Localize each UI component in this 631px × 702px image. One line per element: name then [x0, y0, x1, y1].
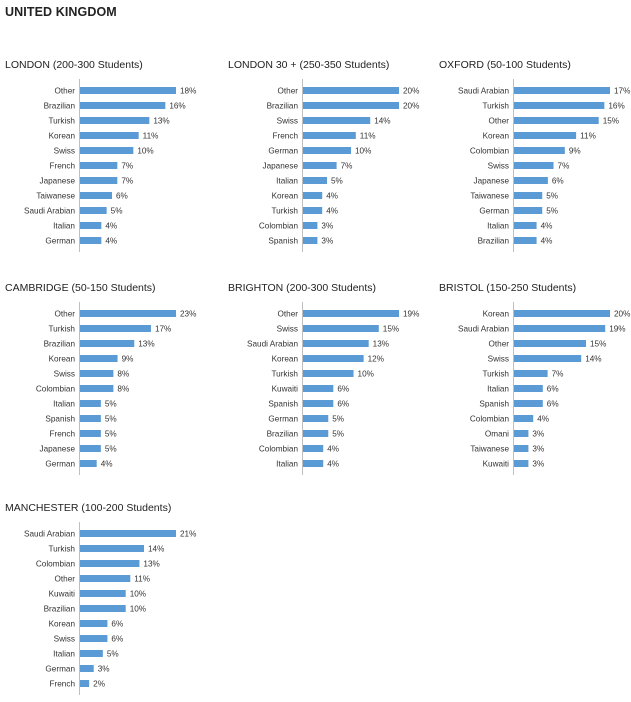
- data-label: 13%: [372, 339, 390, 349]
- bar: [303, 177, 327, 184]
- bar: [80, 590, 126, 597]
- bar: [514, 102, 604, 109]
- category-label: Swiss: [53, 369, 75, 379]
- bar: [514, 310, 610, 317]
- data-label: 9%: [121, 354, 134, 364]
- category-label: Swiss: [276, 116, 298, 126]
- chart-plot-brighton: [228, 302, 428, 475]
- category-label: Italian: [487, 384, 509, 394]
- data-label: 17%: [154, 324, 172, 334]
- bar: [80, 560, 139, 567]
- data-label: 5%: [104, 444, 117, 454]
- category-label: Spanish: [268, 236, 298, 246]
- category-label: Taiwanese: [36, 191, 75, 201]
- data-label: 8%: [117, 369, 130, 379]
- category-label: Kuwaiti: [271, 384, 298, 394]
- bar: [303, 340, 369, 347]
- category-label: French: [49, 429, 75, 439]
- category-label: Korean: [482, 131, 509, 141]
- bar: [514, 162, 554, 169]
- category-label: Italian: [276, 176, 298, 186]
- category-label: Turkish: [482, 101, 509, 111]
- bar: [514, 430, 528, 437]
- bar: [80, 355, 118, 362]
- bar: [80, 445, 101, 452]
- bar: [514, 460, 528, 467]
- category-label: Korean: [271, 354, 298, 364]
- data-label: 3%: [532, 429, 545, 439]
- bar: [303, 237, 317, 244]
- data-label: 14%: [374, 116, 391, 126]
- category-label: Turkish: [271, 206, 298, 216]
- data-label: 7%: [121, 176, 134, 186]
- category-label: Korean: [48, 619, 75, 629]
- data-label: 13%: [143, 559, 160, 569]
- data-label: 4%: [540, 236, 553, 246]
- bar: [80, 237, 101, 244]
- bar: [514, 325, 605, 332]
- data-label: 4%: [327, 444, 340, 454]
- data-label: 18%: [180, 86, 197, 96]
- category-label: German: [268, 146, 298, 156]
- data-label: 5%: [546, 191, 559, 201]
- chart-plot-cambridge: [5, 302, 205, 475]
- category-label: French: [49, 679, 75, 689]
- bar: [80, 310, 176, 317]
- bar: [303, 162, 337, 169]
- category-label: Brazilian: [266, 429, 298, 439]
- data-label: 4%: [105, 221, 118, 231]
- category-label: Italian: [276, 459, 298, 469]
- category-label: Colombian: [258, 221, 298, 231]
- data-label: 15%: [590, 339, 607, 349]
- bar: [514, 87, 610, 94]
- bar: [80, 575, 130, 582]
- bar: [303, 415, 328, 422]
- chart-plot-london-30-plus: [228, 79, 428, 252]
- chart-plot-london: [5, 79, 205, 252]
- bar: [514, 237, 537, 244]
- category-label: Brazilian: [266, 101, 298, 111]
- chart-title-manchester: MANCHESTER (100-200 Students): [5, 502, 172, 514]
- category-label: Other: [54, 86, 75, 96]
- category-label: Other: [54, 309, 75, 319]
- chart-title-brighton: BRIGHTON (200-300 Students): [228, 282, 377, 294]
- bar-chart-svg: [228, 302, 428, 475]
- data-label: 6%: [546, 399, 559, 409]
- category-label: Other: [277, 86, 298, 96]
- chart-title-london: LONDON (200-300 Students): [5, 59, 143, 71]
- bar: [514, 192, 542, 199]
- category-label: Japanese: [473, 176, 509, 186]
- category-label: Saudi Arabian: [458, 86, 509, 96]
- data-label: 14%: [585, 354, 602, 364]
- data-label: 3%: [532, 459, 545, 469]
- data-label: 6%: [337, 384, 350, 394]
- category-label: Italian: [53, 649, 75, 659]
- bar: [80, 325, 151, 332]
- chart-title-cambridge: CAMBRIDGE (50-150 Students): [5, 282, 156, 294]
- category-label: Turkish: [482, 369, 509, 379]
- data-label: 5%: [331, 176, 343, 186]
- data-label: 3%: [97, 664, 110, 674]
- chart-plot-manchester: [5, 522, 205, 695]
- bar: [80, 162, 117, 169]
- data-label: 6%: [111, 634, 124, 644]
- data-label: 3%: [321, 221, 334, 231]
- bar: [80, 147, 133, 154]
- bar: [80, 370, 113, 377]
- bar: [303, 385, 333, 392]
- category-label: Colombian: [469, 146, 509, 156]
- data-label: 4%: [326, 191, 339, 201]
- data-label: 5%: [104, 399, 117, 409]
- data-label: 4%: [537, 414, 550, 424]
- bar: [303, 132, 356, 139]
- data-label: 11%: [134, 574, 151, 584]
- category-label: Saudi Arabian: [24, 529, 75, 539]
- bar: [80, 530, 176, 537]
- data-label: 19%: [609, 324, 626, 334]
- category-label: Turkish: [48, 324, 75, 334]
- data-label: 7%: [340, 161, 353, 171]
- bar: [303, 430, 328, 437]
- data-label: 8%: [117, 384, 130, 394]
- data-label: 4%: [326, 206, 339, 216]
- bar: [80, 415, 101, 422]
- bar: [80, 207, 107, 214]
- bar-chart-svg: [439, 302, 631, 475]
- category-label: Brazilian: [43, 339, 75, 349]
- category-label: German: [479, 206, 509, 216]
- data-label: 6%: [551, 176, 564, 186]
- page-title: UNITED KINGDOM: [5, 5, 117, 19]
- category-label: Kuwaiti: [48, 589, 75, 599]
- category-label: German: [45, 664, 75, 674]
- bar: [80, 192, 112, 199]
- bar: [514, 355, 581, 362]
- bar: [303, 310, 399, 317]
- bar: [80, 680, 89, 687]
- data-label: 20%: [403, 101, 420, 111]
- category-label: German: [45, 236, 75, 246]
- data-label: 5%: [104, 429, 117, 439]
- bar: [80, 340, 134, 347]
- category-label: Italian: [487, 221, 509, 231]
- category-label: Turkish: [48, 116, 75, 126]
- category-label: Japanese: [39, 176, 75, 186]
- bar: [80, 87, 176, 94]
- bar: [303, 207, 322, 214]
- category-label: Italian: [53, 399, 75, 409]
- category-label: Brazilian: [43, 101, 75, 111]
- bar: [514, 340, 586, 347]
- bar: [303, 325, 379, 332]
- category-label: Swiss: [487, 354, 509, 364]
- data-label: 9%: [568, 146, 581, 156]
- data-label: 10%: [355, 146, 372, 156]
- bar: [80, 620, 107, 627]
- bar-chart-svg: [5, 522, 205, 695]
- category-label: Saudi Arabian: [458, 324, 509, 334]
- category-label: Korean: [482, 309, 509, 319]
- data-label: 3%: [532, 444, 545, 454]
- category-label: Omani: [484, 429, 509, 439]
- data-label: 3%: [321, 236, 334, 246]
- data-label: 4%: [540, 221, 553, 231]
- data-label: 20%: [614, 309, 631, 319]
- data-label: 13%: [153, 116, 170, 126]
- bar-chart-svg: [439, 79, 631, 252]
- chart-title-oxford: OXFORD (50-100 Students): [439, 59, 571, 71]
- chart-plot-bristol: [439, 302, 631, 475]
- bar-chart-svg: [5, 79, 205, 252]
- category-label: Kuwaiti: [482, 459, 509, 469]
- category-label: Spanish: [268, 399, 298, 409]
- bar: [303, 192, 322, 199]
- data-label: 4%: [100, 459, 113, 469]
- bar: [80, 605, 126, 612]
- data-label: 7%: [551, 369, 564, 379]
- category-label: Turkish: [48, 544, 75, 554]
- bar: [80, 177, 117, 184]
- data-label: 15%: [382, 324, 400, 334]
- data-label: 13%: [138, 339, 155, 349]
- category-label: Colombian: [35, 559, 75, 569]
- data-label: 11%: [580, 131, 596, 141]
- data-label: 5%: [332, 414, 345, 424]
- bar: [80, 650, 103, 657]
- bar: [514, 207, 542, 214]
- bar: [80, 222, 101, 229]
- data-label: 17%: [614, 86, 631, 96]
- bar: [514, 370, 548, 377]
- data-label: 10%: [129, 604, 147, 614]
- bar: [80, 665, 94, 672]
- category-label: Taiwanese: [470, 191, 509, 201]
- bar: [303, 147, 351, 154]
- data-label: 2%: [93, 679, 105, 689]
- data-label: 10%: [129, 589, 147, 599]
- category-label: French: [49, 161, 75, 171]
- bar: [303, 87, 399, 94]
- data-label: 5%: [546, 206, 559, 216]
- bar: [303, 222, 317, 229]
- bar: [303, 445, 323, 452]
- category-label: Swiss: [53, 146, 75, 156]
- bar: [80, 430, 101, 437]
- category-label: Saudi Arabian: [247, 339, 298, 349]
- category-label: German: [268, 414, 298, 424]
- category-label: Colombian: [258, 444, 298, 454]
- category-label: Swiss: [53, 634, 75, 644]
- bar: [514, 147, 565, 154]
- data-label: 5%: [106, 649, 119, 659]
- data-label: 4%: [327, 459, 340, 469]
- category-label: Taiwanese: [470, 444, 509, 454]
- category-label: Spanish: [479, 399, 509, 409]
- bar: [303, 355, 364, 362]
- bar: [80, 132, 139, 139]
- category-label: Other: [488, 339, 509, 349]
- data-label: 4%: [105, 236, 118, 246]
- bar: [514, 177, 548, 184]
- bar: [514, 385, 543, 392]
- data-label: 6%: [546, 384, 559, 394]
- data-label: 10%: [137, 146, 154, 156]
- data-label: 14%: [148, 544, 165, 554]
- data-label: 7%: [121, 161, 134, 171]
- bar: [514, 117, 599, 124]
- bar: [80, 400, 101, 407]
- category-label: Korean: [271, 191, 298, 201]
- category-label: Spanish: [45, 414, 75, 424]
- data-label: 5%: [110, 206, 123, 216]
- data-label: 6%: [337, 399, 350, 409]
- data-label: 21%: [180, 529, 197, 539]
- bar: [80, 460, 97, 467]
- data-label: 7%: [557, 161, 570, 171]
- data-label: 15%: [602, 116, 620, 126]
- data-label: 12%: [367, 354, 385, 364]
- category-label: Japanese: [39, 444, 75, 454]
- category-label: Korean: [48, 131, 75, 141]
- category-label: French: [272, 131, 298, 141]
- data-label: 11%: [359, 131, 376, 141]
- bar: [514, 400, 543, 407]
- bar: [303, 102, 399, 109]
- category-label: Korean: [48, 354, 75, 364]
- chart-title-london-30-plus: LONDON 30 + (250-350 Students): [228, 59, 390, 71]
- category-label: Colombian: [35, 384, 75, 394]
- category-label: Colombian: [469, 414, 509, 424]
- data-label: 20%: [403, 86, 420, 96]
- data-label: 10%: [357, 369, 374, 379]
- category-label: Swiss: [276, 324, 298, 334]
- data-label: 23%: [180, 309, 197, 319]
- category-label: Other: [488, 116, 509, 126]
- bar: [514, 222, 537, 229]
- data-label: 5%: [332, 429, 345, 439]
- data-label: 16%: [169, 101, 186, 111]
- data-label: 16%: [608, 101, 625, 111]
- category-label: German: [45, 459, 75, 469]
- category-label: Turkish: [271, 369, 298, 379]
- bar-chart-svg: [5, 302, 205, 475]
- category-label: Other: [54, 574, 75, 584]
- category-label: Saudi Arabian: [24, 206, 75, 216]
- data-label: 6%: [116, 191, 128, 201]
- bar: [80, 545, 144, 552]
- data-label: 19%: [403, 309, 420, 319]
- bar: [80, 102, 165, 109]
- data-label: 6%: [111, 619, 124, 629]
- chart-title-bristol: BRISTOL (150-250 Students): [439, 282, 577, 294]
- bar: [303, 400, 333, 407]
- category-label: Brazilian: [477, 236, 509, 246]
- bar: [80, 635, 107, 642]
- category-label: Other: [277, 309, 298, 319]
- bar: [514, 415, 533, 422]
- bar-chart-svg: [228, 79, 428, 252]
- bar: [303, 117, 370, 124]
- category-label: Swiss: [487, 161, 509, 171]
- bar: [80, 385, 113, 392]
- bar: [514, 132, 576, 139]
- data-label: 5%: [104, 414, 117, 424]
- chart-plot-oxford: [439, 79, 631, 252]
- category-label: Italian: [53, 221, 75, 231]
- bar: [303, 460, 323, 467]
- category-label: Japanese: [262, 161, 298, 171]
- category-label: Brazilian: [43, 604, 75, 614]
- bar: [303, 370, 354, 377]
- bar: [514, 445, 528, 452]
- bar: [80, 117, 149, 124]
- data-label: 11%: [142, 131, 159, 141]
